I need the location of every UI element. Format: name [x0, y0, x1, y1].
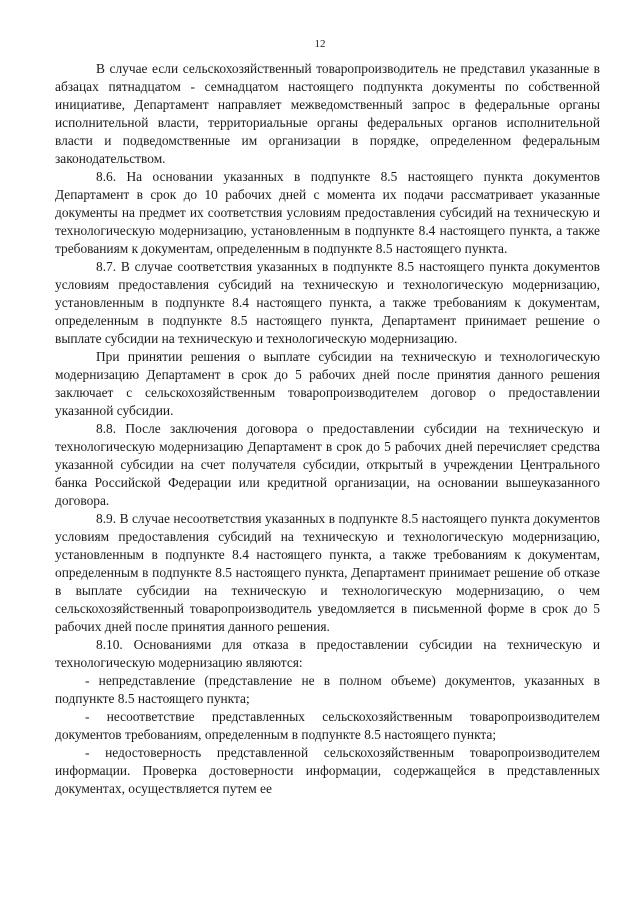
paragraph-8-8: 8.8. После заключения договора о предоставлении субсидии на техническую и технологическую модернизацию Департамент в срок до 5 рабочих дней перечисляет средства указанной субсидии на счет получателя субсидии, открытый в учреждении Центрального банка Российской Федерации или кредитной организации, на основании вышеуказанного договора. [55, 421, 600, 508]
paragraph-agreement: При принятии решения о выплате субсидии на техническую и технологическую модернизацию Департамент в срок до 5 рабочих дней после принятия данного решения заключает с сельскохозяйственным товаропроизводителем договор о предоставлении указанной субсидии. [55, 349, 600, 418]
list-item: - недостоверность представленной сельскохозяйственным товаропроизводителем информации. Проверка достоверности информации, содержащейся в представленных документах, осуществляется путем ее [55, 745, 600, 796]
list-item: - непредставление (представление не в полном объеме) документов, указанных в подпункте 8.5 настоящего пункта; [55, 673, 600, 706]
paragraph-interdepartmental-request: В случае если сельскохозяйственный товаропроизводитель не представил указанные в абзацах пятнадцатом - семнадцатом настоящего подпункта документы по собственной инициативе, Департамент направляет межведомственный запрос в федеральные органы исполнительной власти, территориальные органы федеральных органов исполнительной власти и подведомственные им организации в порядке, определенном федеральным законодательством. [55, 61, 600, 166]
list-item: - несоответствие представленных сельскохозяйственным товаропроизводителем документов требованиям, определенным в подпункте 8.5 настоящего пункта; [55, 709, 600, 742]
paragraph-8-9: 8.9. В случае несоответствия указанных в подпункте 8.5 настоящего пункта документов условиям предоставления субсидий на техническую и технологическую модернизацию, установленным в подпункте 8.4 настоящего пункта, а также требованиям к документам, определенным в подпункте 8.5 настоящего пункта, Департамент принимает решение об отказе в выплате субсидии на техническую и технологическую модернизацию, о чем сельскохозяйственный товаропроизводитель уведомляется в письменной форме в срок до 5 рабочих дней после принятия данного решения. [55, 511, 600, 634]
page-number: 12 [314, 38, 326, 50]
paragraph-8-7: 8.7. В случае соответствия указанных в подпункте 8.5 настоящего пункта документов условиям предоставления субсидий на техническую и технологическую модернизацию, установленным в подпункте 8.4 настоящего пункта, а также требованиям к документам, определенным в подпункте 8.5 настоящего пункта, Департамент принимает решение о выплате субсидии на техническую и технологическую модернизацию. [55, 259, 600, 346]
paragraph-8-6: 8.6. На основании указанных в подпункте 8.5 настоящего пункта документов Департамент в срок до 10 рабочих дней с момента их подачи рассматривает указанные документы на предмет их соответствия условиям предоставления субсидий на техническую и технологическую модернизацию, установленным в подпункте 8.4 настоящего пункта, а также требованиям к документам, определенным в подпункте 8.5 настоящего пункта. [55, 169, 600, 256]
paragraph-8-10: 8.10. Основаниями для отказа в предоставлении субсидии на техническую и технологическую модернизацию являются: [55, 637, 600, 670]
document-body [55, 60, 600, 798]
